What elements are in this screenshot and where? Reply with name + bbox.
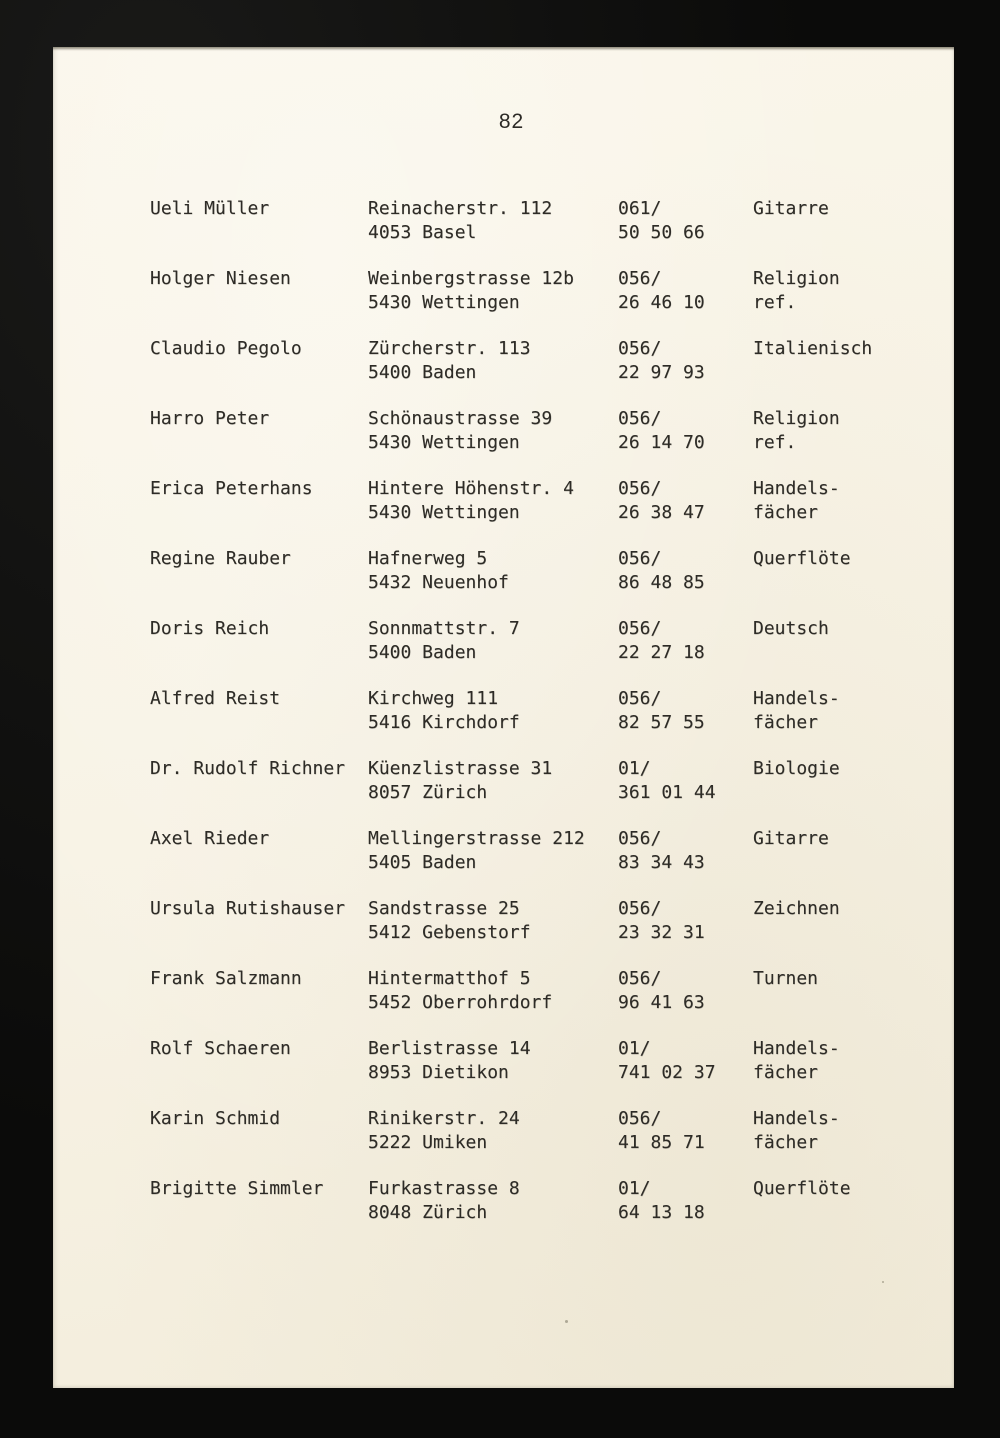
entry-phone-number: 86 48 85 [618, 572, 705, 593]
entry-name-text: Doris Reich [150, 618, 270, 639]
directory-entry [150, 1177, 924, 1225]
entry-street: Rinikerstr. 24 [368, 1108, 520, 1129]
directory-entry [150, 757, 924, 805]
entry-subject-line1: Querflöte [753, 1178, 851, 1199]
entry-street: Reinacherstr. 112 [368, 198, 553, 219]
directory-entry [150, 267, 924, 315]
entry-name-text: Frank Salzmann [150, 968, 302, 989]
entry-street: Mellingerstrasse 212 [368, 828, 585, 849]
entry-subject-line1: Biologie [753, 758, 840, 779]
entry-phone [618, 1107, 753, 1155]
entry-subject [753, 757, 924, 805]
entry-subject-line2 [753, 921, 924, 945]
entry-city: 5405 Baden [368, 852, 477, 873]
entry-street: Schönaustrasse 39 [368, 408, 553, 429]
entry-phone-prefix: 056/ [618, 478, 662, 499]
entry-subject-line2 [753, 851, 924, 875]
entry-name [150, 1177, 368, 1225]
entry-name-text: Axel Rieder [150, 828, 270, 849]
entry-name [150, 407, 368, 455]
entry-subject-line1: Gitarre [753, 828, 829, 849]
entry-phone-prefix: 056/ [618, 338, 662, 359]
entry-phone-number: 82 57 55 [618, 712, 705, 733]
entry-name-text: Brigitte Simmler [150, 1178, 324, 1199]
entry-phone [618, 547, 753, 595]
directory-entry [150, 617, 924, 665]
entry-subject-line2 [753, 221, 924, 245]
scan-speck [882, 1281, 884, 1283]
entry-subject [753, 617, 924, 665]
directory-entry [150, 967, 924, 1015]
entry-name-text: Harro Peter [150, 408, 270, 429]
entry-phone-prefix: 056/ [618, 828, 662, 849]
entry-phone-prefix: 056/ [618, 548, 662, 569]
directory-entry [150, 687, 924, 735]
entry-address [368, 197, 618, 245]
entry-phone-number: 361 01 44 [618, 782, 716, 803]
entry-phone-prefix: 056/ [618, 1108, 662, 1129]
entry-subject-line1: Religion [753, 268, 840, 289]
entry-subject-line1: Handels- [753, 478, 840, 499]
entry-subject-line2: ref. [753, 292, 797, 313]
entry-phone-number: 22 27 18 [618, 642, 705, 663]
entry-subject-line1: Querflöte [753, 548, 851, 569]
entry-phone-number: 41 85 71 [618, 1132, 705, 1153]
entry-subject [753, 827, 924, 875]
entry-name [150, 1037, 368, 1085]
entry-address [368, 827, 618, 875]
entry-name-text: Ueli Müller [150, 198, 270, 219]
entry-name [150, 197, 368, 245]
directory-entry [150, 407, 924, 455]
entry-address [368, 1177, 618, 1225]
entry-name [150, 1107, 368, 1155]
entry-subject-line1: Gitarre [753, 198, 829, 219]
scan-speck [565, 1320, 568, 1323]
entry-name [150, 267, 368, 315]
entry-phone [618, 477, 753, 525]
entry-subject [753, 547, 924, 595]
entry-phone-prefix: 056/ [618, 898, 662, 919]
entry-address [368, 757, 618, 805]
entry-name [150, 617, 368, 665]
entry-phone-prefix: 056/ [618, 408, 662, 429]
entry-subject [753, 1107, 924, 1155]
entry-subject [753, 687, 924, 735]
entry-subject-line1: Handels- [753, 1038, 840, 1059]
entry-street: Zürcherstr. 113 [368, 338, 531, 359]
entry-subject-line2: fächer [753, 712, 819, 733]
entry-subject [753, 477, 924, 525]
entry-subject-line1: Handels- [753, 688, 840, 709]
entry-name [150, 547, 368, 595]
entry-name [150, 967, 368, 1015]
entry-subject [753, 897, 924, 945]
entry-name-text: Rolf Schaeren [150, 1038, 291, 1059]
entry-name-text: Karin Schmid [150, 1108, 281, 1129]
entry-address [368, 687, 618, 735]
entry-phone-prefix: 061/ [618, 198, 662, 219]
entry-phone-number: 83 34 43 [618, 852, 705, 873]
entry-street: Hintere Höhenstr. 4 [368, 478, 574, 499]
entry-phone-prefix: 01/ [618, 758, 651, 779]
entry-address [368, 267, 618, 315]
entry-phone [618, 897, 753, 945]
entry-address [368, 547, 618, 595]
entry-address [368, 897, 618, 945]
directory-entry [150, 337, 924, 385]
directory-entry [150, 897, 924, 945]
entry-address [368, 477, 618, 525]
entry-street: Sonnmattstr. 7 [368, 618, 520, 639]
entry-name [150, 477, 368, 525]
entry-name [150, 687, 368, 735]
entry-city: 5412 Gebenstorf [368, 922, 531, 943]
entry-phone-prefix: 056/ [618, 618, 662, 639]
directory-entry [150, 1037, 924, 1085]
directory-list [150, 197, 924, 1247]
entry-city: 8048 Zürich [368, 1202, 488, 1223]
entry-name-text: Erica Peterhans [150, 478, 313, 499]
entry-subject-line2 [753, 781, 924, 805]
directory-entry [150, 477, 924, 525]
entry-phone-prefix: 01/ [618, 1178, 651, 1199]
entry-address [368, 407, 618, 455]
entry-name-text: Alfred Reist [150, 688, 281, 709]
entry-phone [618, 967, 753, 1015]
entry-subject-line1: Deutsch [753, 618, 829, 639]
entry-subject [753, 267, 924, 315]
entry-subject-line2 [753, 571, 924, 595]
entry-subject [753, 197, 924, 245]
entry-phone-number: 26 14 70 [618, 432, 705, 453]
entry-city: 5430 Wettingen [368, 502, 520, 523]
entry-street: Furkastrasse 8 [368, 1178, 520, 1199]
entry-city: 5222 Umiken [368, 1132, 488, 1153]
entry-subject-line1: Religion [753, 408, 840, 429]
entry-city: 5400 Baden [368, 642, 477, 663]
entry-subject-line1: Handels- [753, 1108, 840, 1129]
entry-phone-number: 23 32 31 [618, 922, 705, 943]
entry-name-text: Dr. Rudolf Richner [150, 758, 346, 779]
entry-street: Sandstrasse 25 [368, 898, 520, 919]
entry-street: Kirchweg 111 [368, 688, 499, 709]
entry-phone [618, 617, 753, 665]
directory-entry [150, 827, 924, 875]
entry-phone [618, 1177, 753, 1225]
entry-name [150, 827, 368, 875]
entry-phone-number: 96 41 63 [618, 992, 705, 1013]
entry-street: Hintermatthof 5 [368, 968, 531, 989]
entry-subject-line1: Zeichnen [753, 898, 840, 919]
scanned-page [53, 47, 954, 1388]
entry-address [368, 1107, 618, 1155]
entry-street: Küenzlistrasse 31 [368, 758, 553, 779]
entry-phone-number: 22 97 93 [618, 362, 705, 383]
entry-phone [618, 337, 753, 385]
entry-city: 5430 Wettingen [368, 432, 520, 453]
entry-phone-prefix: 056/ [618, 268, 662, 289]
entry-phone-number: 26 38 47 [618, 502, 705, 523]
page-number: 82 [498, 110, 525, 133]
entry-subject-line1: Italienisch [753, 338, 873, 359]
entry-subject-line2: ref. [753, 432, 797, 453]
entry-address [368, 967, 618, 1015]
entry-name [150, 757, 368, 805]
entry-phone-number: 26 46 10 [618, 292, 705, 313]
entry-city: 5432 Neuenhof [368, 572, 509, 593]
entry-street: Berlistrasse 14 [368, 1038, 531, 1059]
entry-subject [753, 1177, 924, 1225]
entry-phone [618, 407, 753, 455]
entry-city: 8057 Zürich [368, 782, 488, 803]
entry-subject [753, 967, 924, 1015]
entry-subject-line2: fächer [753, 502, 819, 523]
entry-phone [618, 687, 753, 735]
entry-phone [618, 197, 753, 245]
directory-entry [150, 547, 924, 595]
entry-subject-line2 [753, 991, 924, 1015]
entry-subject-line2 [753, 641, 924, 665]
entry-city: 5430 Wettingen [368, 292, 520, 313]
entry-phone-prefix: 056/ [618, 968, 662, 989]
entry-address [368, 337, 618, 385]
directory-entry [150, 197, 924, 245]
entry-subject-line2 [753, 1201, 924, 1225]
entry-phone [618, 1037, 753, 1085]
entry-subject-line2: fächer [753, 1062, 819, 1083]
entry-city: 5400 Baden [368, 362, 477, 383]
directory-entry [150, 1107, 924, 1155]
entry-address [368, 617, 618, 665]
entry-phone-number: 64 13 18 [618, 1202, 705, 1223]
entry-subject-line2: fächer [753, 1132, 819, 1153]
entry-phone [618, 827, 753, 875]
entry-subject-line1: Turnen [753, 968, 819, 989]
entry-city: 4053 Basel [368, 222, 477, 243]
entry-phone-number: 50 50 66 [618, 222, 705, 243]
entry-phone-prefix: 01/ [618, 1038, 651, 1059]
entry-subject-line2 [753, 361, 924, 385]
entry-name-text: Holger Niesen [150, 268, 291, 289]
entry-phone [618, 757, 753, 805]
entry-subject [753, 1037, 924, 1085]
entry-name-text: Ursula Rutishauser [150, 898, 346, 919]
entry-phone-prefix: 056/ [618, 688, 662, 709]
entry-city: 8953 Dietikon [368, 1062, 509, 1083]
entry-city: 5452 Oberrohrdorf [368, 992, 553, 1013]
entry-name-text: Claudio Pegolo [150, 338, 302, 359]
entry-subject [753, 337, 924, 385]
entry-city: 5416 Kirchdorf [368, 712, 520, 733]
entry-street: Weinbergstrasse 12b [368, 268, 574, 289]
entry-subject [753, 407, 924, 455]
entry-street: Hafnerweg 5 [368, 548, 488, 569]
entry-phone-number: 741 02 37 [618, 1062, 716, 1083]
entry-name-text: Regine Rauber [150, 548, 291, 569]
entry-address [368, 1037, 618, 1085]
entry-phone [618, 267, 753, 315]
entry-name [150, 897, 368, 945]
entry-name [150, 337, 368, 385]
